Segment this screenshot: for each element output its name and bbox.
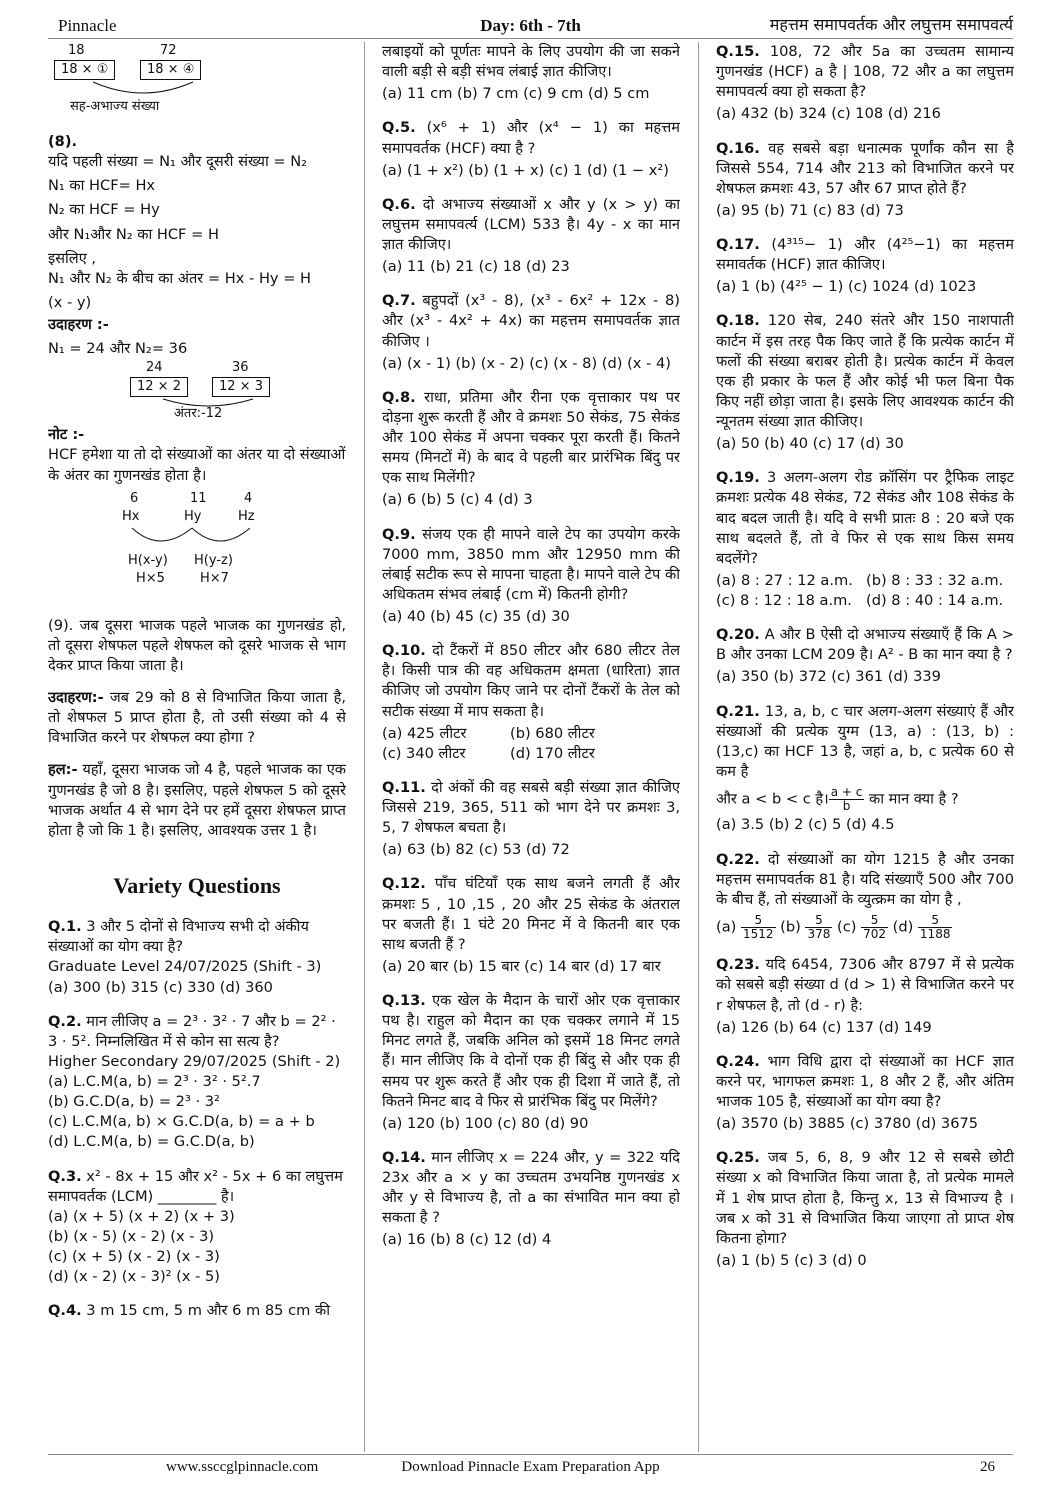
text-line: N₂ का HCF = Hy (48, 201, 160, 219)
question-1 (48, 917, 346, 998)
option-a: (a) 8 : 27 : 12 a.m. (716, 571, 853, 589)
question-options (716, 914, 1014, 941)
question-number: Q.16. (716, 139, 760, 157)
diagram-number: 11 (190, 490, 207, 506)
question-text: x² - 8x + 15 और x² - 5x + 6 का लघुत्तम समापवर्तक (LCM) ________ है। (48, 1167, 343, 1205)
fraction-numerator: 5 (741, 914, 776, 928)
rule-9: (9). जब दूसरा भाजक पहले भाजक का गुणनखंड हो, तो दूसरा शेषफल पहले शेषफल को दूसरे भाजक से भाग देकर प्राप्त किया जाता है। (48, 616, 346, 674)
question-25 (716, 1148, 1014, 1271)
website-link[interactable]: www.ssccglpinnacle.com (166, 1459, 319, 1475)
question-text: 3 अलग-अलग रोड क्रॉसिंग पर ट्रैफिक लाइट क्रमशः प्रत्येक 48 सेकंड, 72 सेकंड और 108 सेकंड के बाद बदल जाती है। यदि वे सभी प्रातः 8 : 20 बजे एक साथ बदलते हैं, तो वे फिर से एक साथ किस समय बदलेंगे? (716, 469, 1014, 567)
question-13 (382, 991, 680, 1134)
question-text: A और B ऐसी दो अभाज्य संख्याएँ हैं कि A > B और उनका LCM 209 है। A² - B का मान क्या है ? (716, 626, 1014, 664)
question-number: Q.7. (382, 292, 416, 310)
fraction-denominator: b (842, 799, 851, 814)
option-a: (a) 425 लीटर (382, 724, 467, 742)
option-d: (d) (x - 2) (x - 3)² (x - 5) (48, 1268, 220, 1286)
question-number: Q.4. (48, 1302, 82, 1320)
question-text: दो अंकों की वह सबसे बड़ी संख्या ज्ञात कीजिए जिससे 219, 365, 511 को भाग देने पर क्रमशः 3, 5, 7 शेषफल बचता है। (382, 778, 680, 837)
diagram-number: 6 (130, 490, 139, 506)
question-text: 120 सेब, 240 संतरे और 150 नाशपाती कार्टन में इस तरह पैक किए जाते हैं कि प्रत्येक कार्टन में फलों की संख्या बराबर होती है। प्रत्येक कार्टन में केवल एक ही प्रकार के फल हैं और कोई भी फल बिना पैक किए नहीं छोड़ा जाता है। इसके लिए आवश्यक कार्टन की न्यूनतम संख्या ज्ञात कीजिए। (716, 312, 1014, 430)
question-number: Q.2. (48, 1012, 82, 1030)
diagram-number: Hx (122, 508, 140, 524)
question-number: Q.18. (716, 312, 760, 330)
option-c: (c) (837, 918, 857, 936)
question-23 (716, 955, 1014, 1038)
diagram-number: H×7 (200, 570, 229, 586)
question-text: एक खेल के मैदान के चारों ओर एक वृत्ताकार पथ है। राहुल को मैदान का एक चक्कर लगाने में 15 मिनट लगते हैं, जबकि अनिल को इसमें 18 मिनट लगते हैं। मान लीजिए कि वे दोनों एक ही बिंदु से और एक ही समय पर शुरू करते हैं और एक ही दिशा में जाते हैं, तो कितने मिनट बाद वे फिर से प्रारंभिक बिंदु पर मिलेंगे? (382, 992, 680, 1110)
question-text: 108, 72 और 5a का उच्चतम सामान्य गुणनखंड (HCF) a है | 108, 72 और a का लघुत्तम समापवर्त्य क्या हो सकता है? (716, 43, 1014, 101)
question-5 (382, 118, 680, 180)
option-d: (d) L.C.M(a, b) = G.C.D(a, b) (48, 1133, 255, 1151)
note-title: नोट :- (48, 426, 85, 444)
example-2 (48, 688, 346, 748)
option-a: (a) (716, 918, 737, 936)
question-options: (a) 3570 (b) 3885 (c) 3780 (d) 3675 (716, 1115, 979, 1133)
question-options: (a) 11 (b) 21 (c) 18 (d) 23 (382, 258, 570, 276)
question-number: Q.8. (382, 388, 416, 406)
question-4-continued (382, 42, 680, 104)
fraction-denominator: 1512 (742, 927, 774, 942)
fraction-numerator: a + c (830, 785, 863, 799)
question-text: (x⁶ + 1) और (x⁴ − 1) का महत्तम समापवर्तक (HCF) क्या है ? (382, 119, 680, 157)
chapter-title: महत्तम समापवर्तक और लघुत्तम समापवर्त्य (769, 15, 1013, 34)
option-c: (c) 8 : 12 : 18 a.m. (716, 592, 852, 609)
question-options: (a) (x - 1) (b) (x - 2) (c) (x - 8) (d) (x - 4) (382, 354, 671, 372)
diagram-caption: अंतर:-12 (174, 406, 223, 422)
option-b: (b) (780, 918, 801, 936)
question-text: वह सबसे बड़ा धनात्मक पूर्णांक कौन सा है जिससे 554, 714 और 213 को विभाजित करने पर शेषफल क्रमशः 43, 57 और 67 प्राप्त होते हैं? (716, 139, 1014, 197)
diagram-number: 4 (244, 490, 253, 506)
section-heading: Variety Questions (113, 872, 281, 898)
question-number: Q.13. (382, 992, 426, 1009)
question-options: (a) 1 (b) 5 (c) 3 (d) 0 (716, 1251, 867, 1269)
question-17 (716, 235, 1014, 297)
option-b: (b) 8 : 33 : 32 a.m. (866, 571, 1004, 589)
diagram-number: H(y-z) (194, 552, 233, 568)
page-number: 26 (980, 1459, 995, 1475)
example-text: जब 29 को 8 से विभाजित किया जाता है, तो शेषफल 5 प्राप्त होता है, तो उसी संख्या को 4 से विभाजित करने पर शेषफल क्या होगा ? (48, 689, 346, 747)
question-options: (a) 432 (b) 324 (c) 108 (d) 216 (716, 105, 941, 123)
text-line: इसलिए , (48, 249, 97, 267)
fraction (805, 914, 832, 941)
fraction (861, 914, 888, 941)
text-line: N₁ = 24 और N₂= 36 (48, 340, 188, 358)
question-options: (a) (1 + x²) (b) (1 + x) (c) 1 (d) (1 − x²) (382, 161, 669, 179)
question-number: Q.22. (716, 850, 760, 868)
fraction-denominator: 702 (863, 927, 886, 942)
page-header (48, 8, 1013, 38)
question-number: Q.21. (716, 702, 760, 720)
question-7 (382, 291, 680, 374)
question-text: 13, a, b, c चार अलग-अलग संख्याएं हैं और संख्याओं की प्रत्येक युग्म (13, a) : (13, b) : (13,c) का HCF 13 है, जहां a, b, c प्रत्येक 60 से कम है (716, 702, 1014, 780)
option-c: (c) L.C.M(a, b) × G.C.D(a, b) = a + b (48, 1113, 315, 1131)
option-d: (d) (892, 918, 914, 936)
question-number: Q.19. (716, 469, 760, 487)
question-number: Q.23. (716, 956, 760, 974)
question-text: संजय एक ही मापने वाले टेप का उपयोग करके 7000 mm, 3850 mm और 12950 mm की लंबाई सटीक रूप से मापना चाहता है। मापने वाले टेप की अधिकतम संभव लंबाई (cm में) कितनी होगी? (382, 525, 680, 603)
solution-text: यहाँ, दूसरा भाजक जो 4 है, पहले भाजक का एक गुणनखंड है जो 8 है। इसलिए, पहले शेषफल 5 को दूसरे भाजक अर्थात 4 से भाग देने पर हमें दूसरा शेषफल प्राप्त होता है जो कि 1 है। इसलिए, आवश्यक उत्तर 1 है। (48, 761, 346, 839)
question-options: (a) 63 (b) 82 (c) 53 (d) 72 (382, 841, 570, 859)
question-2 (48, 1012, 346, 1153)
question-text: और a < b < c है। (716, 790, 829, 808)
factor-box: 12 × 2 (130, 377, 188, 397)
question-number: Q.5. (382, 119, 416, 137)
question-22 (716, 850, 1014, 942)
solution (48, 760, 346, 841)
column-divider (364, 42, 365, 1452)
question-source: Graduate Level 24/07/2025 (Shift - 3) (48, 958, 322, 976)
question-19 (716, 468, 1014, 611)
fraction-numerator: 5 (805, 914, 832, 928)
question-text: राधा, प्रतिमा और रीना एक वृत्ताकार पथ पर दोड़ना शुरू करती हैं और वे क्रमशः 50 सेकंड, 75 सेकंड और 100 सेकंड में अपना चक्कर पूरा करती हैं। कितने समय (मिनटों में) के बाद वे पहली बार प्रारंभिक बिंदु पर एक साथ मिलेंगी? (382, 388, 680, 487)
diagram-caption: सह-अभाज्य संख्या (70, 99, 160, 114)
diagram-number: 24 (146, 360, 163, 376)
text-line: (x - y) (48, 293, 92, 311)
fraction (918, 914, 953, 941)
question-options: (a) 95 (b) 71 (c) 83 (d) 73 (716, 201, 904, 219)
option-c: (c) (x + 5) (x - 2) (x - 3) (48, 1248, 220, 1266)
column-1 (48, 42, 346, 1452)
brand-name: Pinnacle (58, 16, 117, 35)
column-divider (698, 42, 699, 1452)
question-text: दो संख्याओं का योग 1215 है और उनका महत्तम समापवर्तक 81 है। यदि संख्याएँ 500 और 700 के बीच हैं, तो संख्याओं के व्युत्क्रम का योग है , (716, 850, 1014, 908)
question-16 (716, 139, 1014, 222)
header-rule (48, 38, 1013, 39)
question-20 (716, 625, 1014, 687)
question-12 (382, 874, 680, 977)
question-18 (716, 311, 1014, 454)
solution-label: हल:- (48, 761, 78, 779)
coprime-diagram (48, 42, 346, 124)
question-options: (a) 11 cm (b) 7 cm (c) 9 cm (d) 5 cm (382, 85, 650, 103)
question-text: भाग विधि द्वारा दो संख्याओं का HCF ज्ञात करने पर, भागफल क्रमशः 1, 8 और 2 हैं, और अंतिम भाजक 105 है, संख्याओं का योग क्या है? (716, 1052, 1014, 1110)
question-text: का मान क्या है ? (864, 790, 959, 808)
option-a: (a) (x + 5) (x + 2) (x + 3) (48, 1207, 235, 1225)
question-text: (4³¹⁵− 1) और (4²⁵−1) का महत्तम समावर्तक (HCF) ज्ञात कीजिए। (716, 236, 1014, 274)
question-9 (382, 525, 680, 628)
question-text: दो अभाज्य संख्याओं x और y (x > y) का लघुत्तम समापवर्त्य (LCM) 533 है। 4y - x का मान ज्ञात कीजिए। (382, 195, 680, 253)
factor-box: 12 × 3 (212, 377, 270, 397)
question-number: Q.25. (716, 1149, 760, 1167)
fraction-numerator: 5 (918, 914, 953, 928)
option-c: (c) 340 लीटर (382, 744, 466, 762)
question-number: Q.15. (716, 43, 760, 60)
text-line: यदि पहली संख्या = N₁ और दूसरी संख्या = N₂ (48, 153, 308, 171)
question-3 (48, 1167, 346, 1288)
question-options: (a) 50 (b) 40 (c) 17 (d) 30 (716, 435, 904, 453)
question-15 (716, 42, 1014, 125)
footer-rule (48, 1454, 1013, 1455)
hcf-diagram (128, 359, 346, 425)
question-4 (48, 1301, 346, 1321)
text-line: N₁ और N₂ के बीच का अंतर = Hx - Hy = H (48, 269, 312, 287)
fraction-denominator: 1188 (919, 927, 951, 942)
fraction (741, 914, 776, 941)
question-24 (716, 1052, 1014, 1135)
question-options: (a) 16 (b) 8 (c) 12 (d) 4 (382, 1231, 552, 1249)
question-options: (a) 1 (b) (4²⁵ − 1) (c) 1024 (d) 1023 (716, 278, 977, 296)
question-options: (a) 6 (b) 5 (c) 4 (d) 3 (382, 491, 533, 509)
question-21 (716, 702, 1014, 836)
arc-connector (128, 526, 268, 548)
question-number: Q.9. (382, 525, 416, 543)
fraction-numerator: 5 (861, 914, 888, 928)
app-promo: Download Pinnacle Exam Preparation App (401, 1459, 660, 1475)
factor-box: 18 × ① (54, 60, 115, 80)
option-b: (b) 680 लीटर (510, 724, 595, 742)
question-text: 3 और 5 दोनों से विभाज्य सभी दो अंकीय संख्याओं का योग क्या है? (48, 918, 309, 956)
option-a: (a) L.C.M(a, b) = 2³ · 3² · 5².7 (48, 1073, 261, 1091)
column-3 (716, 42, 1014, 1452)
diagram-number: Hy (184, 508, 202, 524)
diagram-number: H×5 (136, 570, 165, 586)
question-text: जब 5, 6, 8, 9 और 12 से सबसे छोटी संख्या x को विभाजित किया जाता है, तो प्रत्येक मामले में 1 शेष प्राप्त होता है, किन्तु x, 13 से विभाज्य है । जब x को 31 से विभाजित किया जाएगा तो प्राप्त शेष कितना होगा? (716, 1149, 1014, 1247)
section-title: (8). (48, 133, 78, 150)
question-options: (a) 40 (b) 45 (c) 35 (d) 30 (382, 608, 570, 625)
question-number: Q.14. (382, 1148, 426, 1166)
question-options: (a) 350 (b) 372 (c) 361 (d) 339 (716, 668, 941, 686)
example-title: उदाहरण :- (48, 316, 109, 333)
question-options: (a) 300 (b) 315 (c) 330 (d) 360 (48, 978, 273, 996)
question-number: Q.3. (48, 1167, 82, 1185)
question-text: पाँच घंटियाँ एक साथ बजने लगती हैं और क्रमशः 5 , 10 ,15 , 20 और 25 सेकंड के अंतराल पर बजती हैं। 1 घंटे 20 मिनट में वे कितनी बार एक साथ बजती हैं ? (382, 875, 680, 953)
diagram-number: 72 (160, 43, 177, 58)
question-number: Q.17. (716, 236, 760, 253)
question-options: (a) 120 (b) 100 (c) 80 (d) 90 (382, 1114, 589, 1132)
question-text: लबाइयों को पूर्णतः मापने के लिए उपयोग की जा सकने वाली बड़ी से बड़ी संभव लंबाई ज्ञात कीजिए। (382, 43, 680, 81)
diagram-number: Hz (238, 508, 255, 524)
text-line: N₁ का HCF= Hx (48, 177, 156, 195)
fraction-denominator: 378 (807, 927, 831, 942)
question-text: 3 m 15 cm, 5 m और 6 m 85 cm की (81, 1302, 330, 1320)
option-b: (b) (x - 5) (x - 2) (x - 3) (48, 1227, 215, 1245)
question-6 (382, 195, 680, 278)
difference-diagram (108, 490, 346, 600)
question-number: Q.10. (382, 642, 426, 660)
question-number: Q.6. (382, 195, 416, 213)
question-number: Q.24. (716, 1052, 760, 1070)
factor-box: 18 × ④ (140, 60, 201, 80)
example-label: उदाहरण:- (48, 689, 104, 706)
column-2 (382, 42, 680, 1452)
question-number: Q.20. (716, 626, 760, 644)
question-text: बहुपदों (x³ - 8), (x³ - 6x² + 12x - 8) और (x³ - 4x² + 4x) का महत्तम समापवर्तक ज्ञात कीजिए । (382, 292, 680, 350)
question-text: यदि 6454, 7306 और 8797 में से प्रत्येक को सबसे बड़ी संख्या d (d > 1) से विभाजित करने पर r शेषफल है, तो (d - r) है: (716, 956, 1014, 1014)
question-11 (382, 778, 680, 861)
question-14 (382, 1148, 680, 1251)
question-options: (a) 126 (b) 64 (c) 137 (d) 149 (716, 1018, 932, 1036)
diagram-number: 18 (68, 43, 85, 58)
fraction (829, 786, 865, 813)
note-text: HCF हमेशा या तो दो संख्याओं का अंतर या दो संख्याओं के अंतर का गुणनखंड होता है। (48, 446, 346, 484)
question-number: Q.1. (48, 918, 82, 936)
option-d: (d) 8 : 40 : 14 a.m. (866, 592, 1004, 609)
question-text: मान लीजिए x = 224 और, y = 322 यदि 23x और a × y का उच्चतम उभयनिष्ठ गुणनखंड x और y से विभाज्य है, तो a का संभावित मान क्या हो सकता है ? (382, 1148, 680, 1227)
question-number: Q.12. (382, 875, 426, 893)
question-text: मान लीजिए a = 2³ · 3² · 7 और b = 2² · 3 · 5². निम्नलिखित में से कोन सा सत्य है? (48, 1012, 336, 1050)
question-10 (382, 641, 680, 764)
question-source: Higher Secondary 29/07/2025 (Shift - 2) (48, 1052, 341, 1070)
day-label: Day: 6th - 7th (480, 16, 581, 35)
diagram-number: H(x-y) (128, 552, 168, 568)
question-text: दो टैंकरों में 850 लीटर और 680 लीटर तेल है। किसी पात्र की वह अधिकतम क्षमता (धारिता) ज्ञात कीजिए जो उपयोग किए जाने पर दोनों टैंकरों के तेल को सटीक संख्या में माप सकता है। (382, 642, 680, 720)
text-line: और N₁और N₂ का HCF = H (48, 225, 219, 243)
diagram-number: 36 (232, 360, 249, 376)
question-number: Q.11. (382, 778, 426, 796)
option-d: (d) 170 लीटर (510, 744, 595, 762)
option-b: (b) G.C.D(a, b) = 2³ · 3² (48, 1093, 220, 1111)
question-options: (a) 3.5 (b) 2 (c) 5 (d) 4.5 (716, 816, 895, 834)
question-options: (a) 20 बार (b) 15 बार (c) 14 बार (d) 17 बार (382, 957, 661, 975)
question-8 (382, 388, 680, 511)
